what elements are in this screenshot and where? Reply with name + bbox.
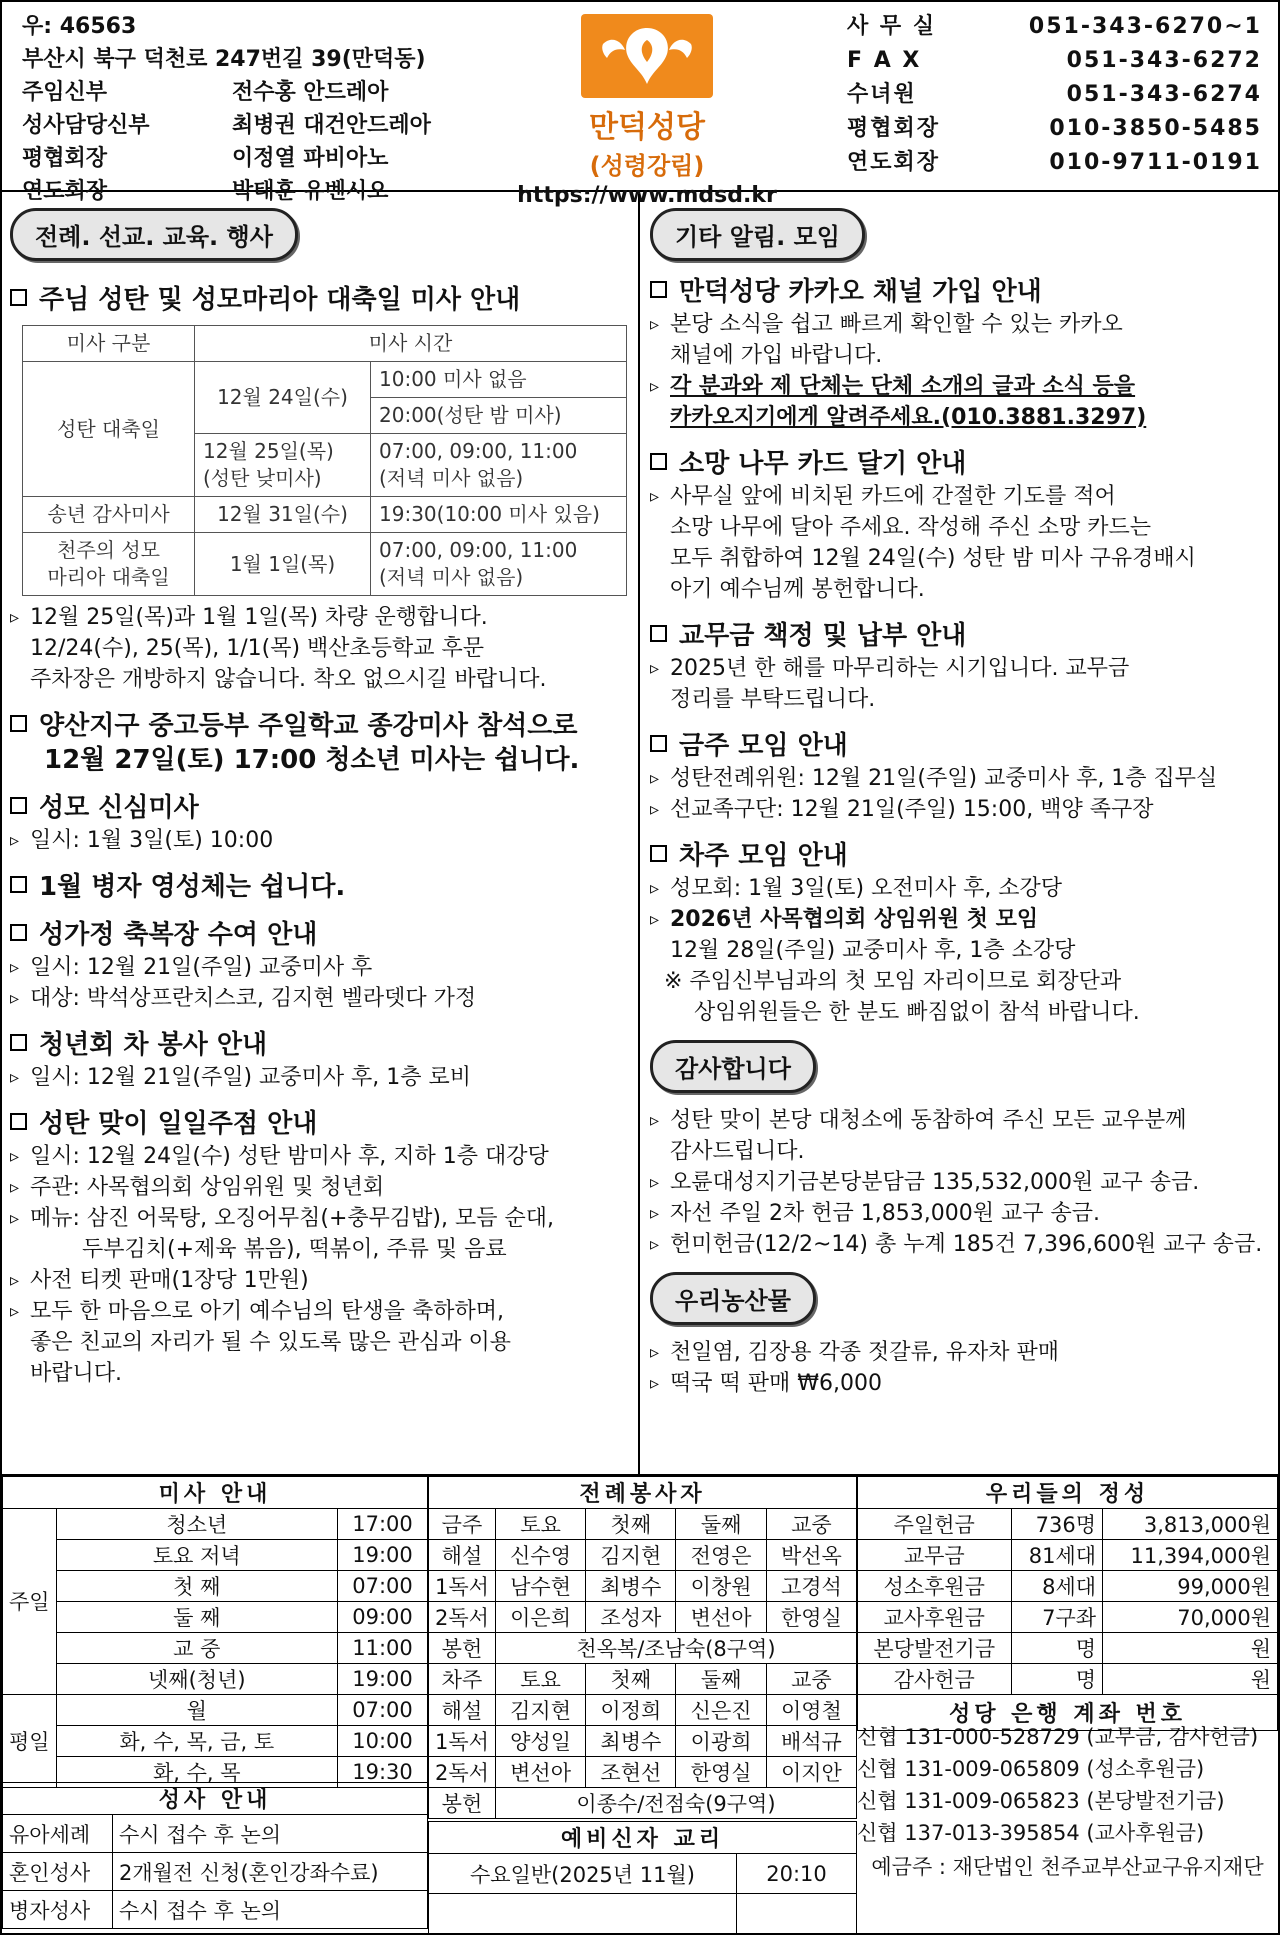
table-cell: 남수현: [495, 1571, 585, 1602]
list-item: ▹ 사무실 앞에 비치된 카드에 간절한 기도를 적어: [650, 481, 1272, 512]
table-cell: 09:00: [338, 1602, 428, 1633]
table-cell: 변선아: [676, 1602, 766, 1633]
section-title: 성가정 축복장 수여 안내: [10, 918, 628, 952]
bottom-tables: [2, 1474, 1278, 1935]
table-cell: 봉헌: [429, 1788, 496, 1819]
role-person: 이정열 파비아노: [232, 146, 389, 171]
table-title: 우리들의 정성: [858, 1477, 1278, 1509]
list-item: ▹ 성탄전례위원: 12월 21일(주일) 교중미사 후, 1층 집무실: [650, 763, 1272, 794]
table-cell: 이정희: [586, 1695, 676, 1726]
table-cell: 양성일: [495, 1726, 585, 1757]
table-cell: 주일: [3, 1509, 57, 1695]
account-holder: 예금주 : 재단법인 천주교부산교구유지재단: [871, 1855, 1264, 1879]
contact-label: 연도회장: [847, 150, 941, 175]
table-cell: 화, 수, 목: [56, 1757, 337, 1788]
checkbox-icon: [10, 715, 27, 732]
list-item: ▹ 선교족구단: 12월 21일(주일) 15:00, 백양 족구장: [650, 794, 1272, 825]
table-cell: 이영철: [766, 1695, 856, 1726]
list-item: 정리를 부탁드립니다.: [670, 687, 876, 712]
table-cell: 최병수: [586, 1571, 676, 1602]
table-cell: 2독서: [429, 1757, 496, 1788]
list-item: ▹ 주관: 사목협의회 상임위원 및 청년회: [10, 1172, 628, 1203]
table-cell: 평일: [3, 1695, 57, 1788]
list-item: ▹ 메뉴: 삼진 어묵탕, 오징어무침(+충무김밥), 모듬 순대,: [10, 1203, 628, 1234]
section-title: 금주 모임 안내: [650, 729, 1272, 763]
table-header: 교중: [766, 1509, 856, 1540]
checkbox-icon: [650, 625, 667, 642]
table-header: 미사 구분: [23, 326, 195, 362]
table-cell: 20:00(성탄 밤 미사): [371, 398, 627, 434]
table-cell: 주일헌금: [858, 1509, 1012, 1540]
table-cell: 성소후원금: [858, 1571, 1012, 1602]
table-cell: 신수영: [495, 1540, 585, 1571]
list-item: 채널에 가입 바랍니다.: [670, 343, 883, 368]
list-item: ▹ 떡국 떡 판매 ₩6,000: [650, 1368, 1272, 1399]
bank-account: 신협 131-009-065809 (성소후원금): [857, 1757, 1205, 1781]
table-header: 둘째: [676, 1509, 766, 1540]
table-title: 예비신자 교리: [429, 1822, 857, 1854]
table-cell: 명: [1011, 1664, 1103, 1695]
table-cell: 김지현: [586, 1540, 676, 1571]
table-cell: 유아세례: [3, 1815, 113, 1853]
list-item: 소망 나무에 달아 주세요. 작성해 주신 소망 카드는: [670, 515, 1151, 540]
list-item: ▹ 오륜대성지기금본당분담금 135,532,000원 교구 송금.: [650, 1167, 1272, 1198]
contact-phone: 051-343-6270~1: [1028, 14, 1262, 39]
contact-label: 수녀원: [847, 82, 917, 107]
note-text: ※ 주임신부님과의 첫 모임 자리이므로 회장단과: [664, 969, 1122, 994]
table-cell: 전영은: [676, 1540, 766, 1571]
section-title: 소망 나무 카드 달기 안내: [650, 447, 1272, 481]
checkbox-icon: [10, 924, 27, 941]
table-cell: 명: [1011, 1633, 1103, 1664]
table-cell: 교 중: [56, 1633, 337, 1664]
table-header: 미사 시간: [195, 326, 627, 362]
bank-account: 신협 131-009-065823 (본당발전기금): [857, 1789, 1225, 1813]
checkbox-icon: [650, 281, 667, 298]
table-cell: 화, 수, 목, 금, 토: [56, 1726, 337, 1757]
table-header: 둘째: [676, 1664, 766, 1695]
table-cell: 박선옥: [766, 1540, 856, 1571]
section-pill-liturgy: 전례. 선교. 교육. 행사: [10, 208, 298, 261]
table-cell: 천주의 성모 마리아 대축일: [23, 533, 195, 596]
table-cell: 수시 접수 후 논의: [113, 1815, 428, 1853]
table-title: 성당 은행 계좌 번호: [858, 1695, 1278, 1731]
section-title: 성탄 맞이 일일주점 안내: [10, 1107, 628, 1141]
section-title: 만덕성당 카카오 채널 가입 안내: [650, 275, 1272, 309]
list-item: ▹ 각 분과와 제 단체는 단체 소개의 글과 소식 등을: [650, 371, 1272, 402]
contact-label: 사 무 실: [847, 14, 937, 39]
list-item: 카카오지기에게 알려주세요.(010.3881.3297): [670, 405, 1147, 430]
contact-phone: 010-3850-5485: [1049, 116, 1262, 141]
table-cell: 99,000원: [1103, 1571, 1278, 1602]
table-cell: 혼인성사: [3, 1853, 113, 1891]
postal-code: 우: 46563: [22, 14, 137, 39]
contact-phone: 051-343-6272: [1066, 48, 1262, 73]
table-cell: 이광희: [676, 1726, 766, 1757]
table-cell: 봉헌: [429, 1633, 496, 1664]
table-cell: 10:00 미사 없음: [371, 362, 627, 398]
table-cell: 청소년: [56, 1509, 337, 1540]
table-cell: 고경석: [766, 1571, 856, 1602]
list-item: ▹ 일시: 1월 3일(토) 10:00: [10, 825, 628, 856]
list-item: 모두 취합하여 12월 24일(수) 성탄 밤 미사 구유경배시: [670, 546, 1196, 571]
table-cell: 11:00: [338, 1633, 428, 1664]
table-cell: 07:00: [338, 1571, 428, 1602]
table-header: 금주: [429, 1509, 496, 1540]
table-cell: 19:00: [338, 1664, 428, 1695]
catechism-table: [428, 1821, 857, 1934]
contact-label: F A X: [847, 48, 922, 73]
list-item: ▹ 2026년 사목협의회 상임위원 첫 모임: [650, 904, 1272, 935]
list-item: 좋은 친교의 자리가 될 수 있도록 많은 관심과 이용: [30, 1330, 511, 1355]
mass-schedule-table: [2, 1476, 428, 1788]
table-cell: [737, 1894, 857, 1934]
table-cell: 736명: [1011, 1509, 1103, 1540]
church-brand: [512, 10, 782, 208]
note-text: 상임위원들은 한 분도 빠짐없이 참석 바랍니다.: [694, 1000, 1140, 1025]
table-cell: 토요 저녁: [56, 1540, 337, 1571]
list-item: ▹ 모두 한 마음으로 아기 예수님의 탄생을 축하하며,: [10, 1296, 628, 1327]
list-item: ▹ 사전 티켓 판매(1장당 1만원): [10, 1265, 628, 1296]
checkbox-icon: [10, 1034, 27, 1051]
table-cell: 11,394,000원: [1103, 1540, 1278, 1571]
list-item: 바랍니다.: [30, 1361, 123, 1386]
table-cell: 1독서: [429, 1726, 496, 1757]
list-item: 주차장은 개방하지 않습니다. 착오 없으시길 바랍니다.: [30, 667, 547, 692]
role-label: 평협회장: [22, 146, 108, 171]
table-cell: 12월 24일(수): [195, 362, 371, 434]
table-title: 성사 안내: [3, 1783, 428, 1815]
table-cell: 7구좌: [1011, 1602, 1103, 1633]
checkbox-icon: [10, 1113, 27, 1130]
list-item: ▹ 일시: 12월 21일(주일) 교중미사 후, 1층 로비: [10, 1062, 628, 1093]
table-cell: 최병수: [586, 1726, 676, 1757]
table-cell: 신은진: [676, 1695, 766, 1726]
table-cell: 한영실: [766, 1602, 856, 1633]
table-cell: 교사후원금: [858, 1602, 1012, 1633]
table-cell: 해설: [429, 1540, 496, 1571]
address: 부산시 북구 덕천로 247번길 39(만덕동): [22, 47, 426, 72]
table-cell: [429, 1894, 737, 1934]
table-cell: 이종수/전점숙(9구역): [495, 1788, 856, 1819]
table-cell: 본당발전기금: [858, 1633, 1012, 1664]
list-item: ▹ 12월 25일(목)과 1월 1일(목) 차량 운행합니다.: [10, 602, 628, 633]
section-title: 양산지구 중고등부 주일학교 종강미사 참석으로 12월 27일(토) 17:00 청소년 미사는 쉽니다.: [10, 709, 628, 777]
contact-label: 평협회장: [847, 116, 941, 141]
table-cell: 조성자: [586, 1602, 676, 1633]
bank-account: 신협 137-013-395854 (교사후원금): [857, 1821, 1205, 1845]
table-cell: 변선아: [495, 1757, 585, 1788]
table-cell: 19:30: [338, 1757, 428, 1788]
section-title: 교무금 책정 및 납부 안내: [650, 619, 1272, 653]
list-item: ▹ 일시: 12월 21일(주일) 교중미사 후: [10, 952, 628, 983]
bank-accounts: [857, 1721, 1278, 1883]
list-item: 12월 28일(주일) 교중미사 후, 1층 소강당: [670, 938, 1076, 963]
table-header: 교중: [766, 1664, 856, 1695]
table-cell: 월: [56, 1695, 337, 1726]
list-item: ▹ 2025년 한 해를 마무리하는 시기입니다. 교무금: [650, 653, 1272, 684]
table-cell: 07:00, 09:00, 11:00 (저녁 미사 없음): [371, 434, 627, 497]
list-item: ▹ 일시: 12월 24일(수) 성탄 밤미사 후, 지하 1층 대강당: [10, 1141, 628, 1172]
list-item: ▹ 천일염, 김장용 각종 젓갈류, 유자차 판매: [650, 1337, 1272, 1368]
table-cell: 2개월전 신청(혼인강좌수료): [113, 1853, 428, 1891]
checkbox-icon: [650, 453, 667, 470]
table-cell: 07:00: [338, 1695, 428, 1726]
table-cell: 19:00: [338, 1540, 428, 1571]
table-cell: 07:00, 09:00, 11:00 (저녁 미사 없음): [371, 533, 627, 596]
table-cell: 조현선: [586, 1757, 676, 1788]
list-item: ▹ 자선 주일 2차 헌금 1,853,000원 교구 송금.: [650, 1198, 1272, 1229]
section-title: 청년회 차 봉사 안내: [10, 1028, 628, 1062]
table-cell: 2독서: [429, 1602, 496, 1633]
table-cell: 원: [1103, 1664, 1278, 1695]
table-cell: 81세대: [1011, 1540, 1103, 1571]
header: [2, 2, 1278, 208]
table-cell: 배석규: [766, 1726, 856, 1757]
table-cell: 20:10: [737, 1854, 857, 1894]
list-item: ▹ 성모회: 1월 3일(토) 오전미사 후, 소강당: [650, 873, 1272, 904]
table-cell: 1월 1일(목): [195, 533, 371, 596]
section-pill-thanks: 감사합니다: [650, 1040, 816, 1093]
table-cell: 한영실: [676, 1757, 766, 1788]
sacrament-table: [2, 1782, 428, 1929]
checkbox-icon: [650, 735, 667, 752]
table-header: 토요: [495, 1509, 585, 1540]
table-cell: 이지안: [766, 1757, 856, 1788]
table-cell: 교무금: [858, 1540, 1012, 1571]
table-cell: 감사헌금: [858, 1664, 1012, 1695]
table-header: 첫째: [586, 1664, 676, 1695]
table-cell: 해설: [429, 1695, 496, 1726]
contacts: [847, 10, 1262, 180]
role-person: 박태훈 유벤시오: [232, 179, 389, 204]
table-cell: 천옥복/조남숙(8구역): [495, 1633, 856, 1664]
contact-phone: 010-9711-0191: [1049, 150, 1262, 175]
table-cell: 1독서: [429, 1571, 496, 1602]
list-item: 12/24(수), 25(목), 1/1(목) 백산초등학교 후문: [30, 636, 485, 661]
section-title: 차주 모임 안내: [650, 839, 1272, 873]
table-header: 차주: [429, 1664, 496, 1695]
list-item: ▹ 대상: 박석상프란치스코, 김지현 벨라뎃다 가정: [10, 983, 628, 1014]
church-logo-icon: [581, 14, 713, 98]
table-cell: 원: [1103, 1633, 1278, 1664]
table-cell: 이창원: [676, 1571, 766, 1602]
section-pill-notices: 기타 알림. 모임: [650, 208, 865, 261]
table-cell: 김지현: [495, 1695, 585, 1726]
table-cell: 첫 째: [56, 1571, 337, 1602]
contact-phone: 051-343-6274: [1066, 82, 1262, 107]
checkbox-icon: [650, 845, 667, 862]
table-cell: 12월 31일(수): [195, 497, 371, 533]
list-item: 두부김치(+제육 볶음), 떡볶이, 주류 및 음료: [82, 1237, 507, 1262]
table-cell: 수시 접수 후 논의: [113, 1891, 428, 1929]
table-cell: 수요일반(2025년 11월): [429, 1854, 737, 1894]
table-cell: 70,000원: [1103, 1602, 1278, 1633]
right-column: [642, 194, 1278, 1474]
table-header: 첫째: [586, 1509, 676, 1540]
table-cell: 송년 감사미사: [23, 497, 195, 533]
table-cell: 19:30(10:00 미사 있음): [371, 497, 627, 533]
checkbox-icon: [10, 289, 27, 306]
checkbox-icon: [10, 797, 27, 814]
list-item: 아기 예수님께 봉헌합니다.: [670, 577, 925, 602]
table-cell: 8세대: [1011, 1571, 1103, 1602]
offering-table: [857, 1476, 1278, 1731]
list-item: 감사드립니다.: [670, 1139, 805, 1164]
servers-table: [428, 1476, 857, 1819]
church-info: [22, 10, 431, 208]
role-label: 성사담당신부: [22, 113, 150, 138]
section-pill-produce: 우리농산물: [650, 1272, 816, 1325]
table-cell: 둘 째: [56, 1602, 337, 1633]
table-header: 토요: [495, 1664, 585, 1695]
church-name: 만덕성당: [589, 110, 705, 145]
list-item: ▹ 성탄 맞이 본당 대청소에 동참하여 주신 모든 교우분께: [650, 1105, 1272, 1136]
table-cell: 병자성사: [3, 1891, 113, 1929]
section-title: 성모 신심미사: [10, 791, 628, 825]
left-column: [2, 194, 640, 1474]
table-cell: 이은희: [495, 1602, 585, 1633]
list-item: ▹ 본당 소식을 쉽고 빠르게 확인할 수 있는 카카오: [650, 309, 1272, 340]
table-cell: 3,813,000원: [1103, 1509, 1278, 1540]
role-person: 최병권 대건안드레아: [232, 113, 431, 138]
table-cell: 성탄 대축일: [23, 362, 195, 497]
table-cell: 넷째(청년): [56, 1664, 337, 1695]
table-title: 전례봉사자: [429, 1477, 857, 1509]
table-title: 미사 안내: [3, 1477, 428, 1509]
church-patron: (성령강림): [589, 152, 705, 180]
church-url[interactable]: https://www.mdsd.kr: [517, 183, 777, 208]
section-title: 주님 성탄 및 성모마리아 대축일 미사 안내: [10, 283, 628, 317]
table-cell: 12월 25일(목) (성탄 낮미사): [195, 434, 371, 497]
section-title: 1월 병자 영성체는 쉽니다.: [10, 870, 628, 904]
christmas-mass-table: [22, 325, 627, 596]
role-label: 연도회장: [22, 179, 108, 204]
list-item: ▹ 헌미헌금(12/2~14) 총 누계 185건 7,396,600원 교구 송금.: [650, 1229, 1272, 1260]
table-cell: 10:00: [338, 1726, 428, 1757]
table-cell: 17:00: [338, 1509, 428, 1540]
role-person: 전수홍 안드레아: [232, 80, 389, 105]
checkbox-icon: [10, 876, 27, 893]
bank-account: 신협 131-000-528729 (교무금, 감사헌금): [857, 1725, 1259, 1749]
role-label: 주임신부: [22, 80, 108, 105]
